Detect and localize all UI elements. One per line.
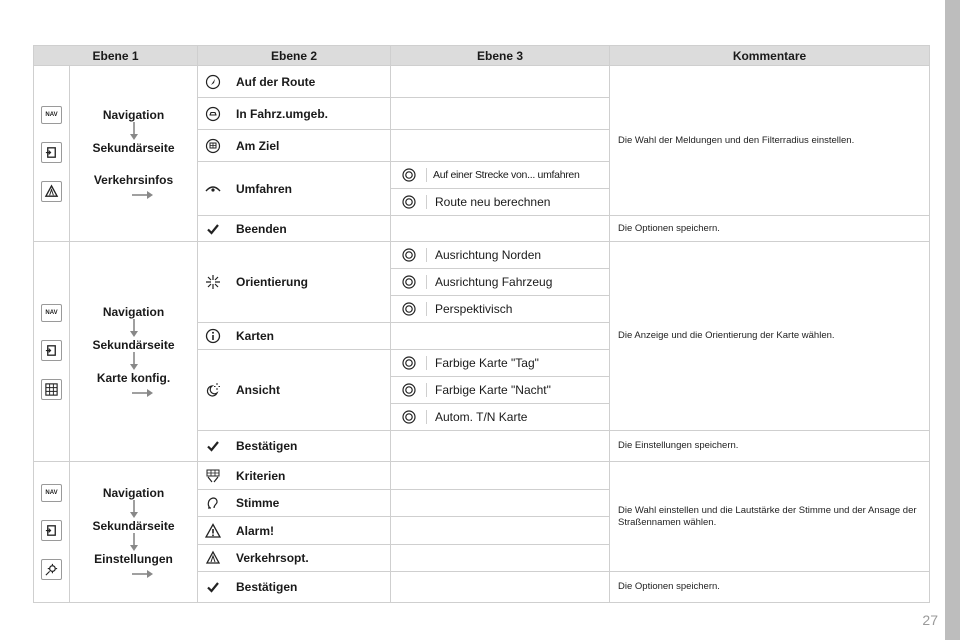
header-ebene3: Ebene 3	[391, 46, 610, 66]
menu-item-label: Verkehrsopt.	[236, 551, 309, 565]
menu-item-auf-der-route[interactable]	[198, 66, 391, 98]
menu-item-label: Orientierung	[236, 275, 309, 289]
radio-icon	[391, 275, 427, 289]
comment-cell: Die Wahl der Meldungen und den Filterradius einstellen.	[610, 66, 930, 216]
empty-cell	[391, 545, 610, 572]
radio-icon	[391, 410, 427, 424]
path-step: Einstellungen	[94, 551, 173, 566]
check-icon	[198, 579, 228, 595]
menu-item-label: Kriterien	[236, 468, 286, 483]
menu-item-stimme[interactable]	[198, 490, 391, 517]
voice-icon	[198, 495, 228, 511]
arrow-down-icon	[129, 500, 139, 519]
option-farbige-karte-tag[interactable]	[391, 350, 610, 377]
option-ausrichtung-fahrzeug[interactable]	[391, 269, 610, 296]
check-icon	[198, 438, 228, 454]
alarm-icon	[198, 523, 228, 539]
menu-item-bestaetigen[interactable]	[198, 431, 391, 462]
menu-item-label: In Fahrz.umgeb.	[236, 106, 329, 121]
menu-item-label: Bestätigen	[236, 439, 298, 453]
empty-cell	[391, 66, 610, 98]
option-label: Auf einer Strecke von... umfahren	[433, 169, 580, 181]
vehicle-surroundings-icon	[198, 106, 228, 122]
option-label: Perspektivisch	[435, 302, 513, 316]
option-label: Route neu berechnen	[435, 195, 551, 209]
menu-table	[33, 45, 930, 603]
path-step: Navigation	[102, 305, 165, 319]
traffic-options-icon	[198, 550, 228, 566]
nav-badge: NAV	[41, 106, 62, 124]
option-route-neu-berechnen[interactable]	[391, 189, 610, 216]
header-kommentare: Kommentare	[610, 46, 930, 66]
radio-icon	[391, 356, 427, 370]
section2-path	[70, 242, 198, 462]
path-step: Sekundärseite	[92, 518, 175, 533]
menu-item-label: Umfahren	[236, 181, 293, 196]
menu-item-label: Auf der Route	[236, 74, 316, 89]
menu-item-label: Karten	[236, 329, 275, 343]
menu-item-karten[interactable]	[198, 323, 391, 350]
menu-item-beenden[interactable]	[198, 216, 391, 242]
menu-item-verkehrsopt[interactable]	[198, 545, 391, 572]
empty-cell	[391, 517, 610, 545]
option-farbige-karte-nacht[interactable]	[391, 377, 610, 404]
menu-item-umfahren[interactable]	[198, 162, 391, 216]
arrow-down-icon	[129, 533, 139, 552]
menu-item-label: Am Ziel	[236, 138, 280, 153]
path-step: Verkehrsinfos	[93, 172, 174, 187]
arrow-down-icon	[129, 352, 139, 371]
menu-item-am-ziel[interactable]	[198, 130, 391, 162]
menu-item-label: Alarm!	[236, 523, 275, 538]
radio-icon	[391, 302, 427, 316]
header-ebene2: Ebene 2	[198, 46, 391, 66]
radio-icon	[391, 195, 427, 209]
path-step: Sekundärseite	[92, 338, 175, 352]
option-auf-einer-strecke[interactable]	[391, 162, 610, 189]
section3-icons	[34, 462, 70, 603]
empty-cell	[391, 490, 610, 517]
page-number: 27	[922, 612, 938, 628]
menu-item-in-fahrz-umgeb[interactable]	[198, 98, 391, 130]
menu-item-label: Ansicht	[236, 383, 281, 397]
menu-item-label: Stimme	[236, 496, 280, 510]
radio-icon	[391, 383, 427, 397]
comment-cell: Die Einstellungen speichern.	[610, 431, 930, 462]
empty-cell	[391, 216, 610, 242]
empty-cell	[391, 98, 610, 130]
traffic-info-icon	[41, 181, 62, 202]
option-label: Farbige Karte "Nacht"	[435, 383, 551, 397]
header-row	[34, 46, 930, 66]
destination-icon	[198, 138, 228, 154]
empty-cell	[391, 130, 610, 162]
path-step: Sekundärseite	[92, 140, 175, 155]
info-icon	[198, 328, 228, 344]
nav-badge: NAV	[41, 484, 62, 502]
option-perspektivisch[interactable]	[391, 296, 610, 323]
day-night-icon	[198, 382, 228, 398]
comment-cell: Die Anzeige und die Orientierung der Karte wählen.	[610, 242, 930, 431]
empty-cell	[391, 431, 610, 462]
menu-item-alarm[interactable]	[198, 517, 391, 545]
nav-badge: NAV	[41, 304, 62, 322]
section1-icons	[34, 66, 70, 242]
empty-cell	[391, 572, 610, 603]
option-label: Ausrichtung Fahrzeug	[435, 275, 553, 289]
path-step: Karte konfig.	[96, 371, 171, 385]
criteria-icon	[198, 468, 228, 484]
comment-cell: Die Optionen speichern.	[610, 216, 930, 242]
menu-item-label: Beenden	[236, 221, 287, 236]
arrow-right-icon	[132, 190, 154, 200]
radio-icon	[391, 168, 427, 182]
option-autom-tn-karte[interactable]	[391, 404, 610, 431]
menu-item-orientierung[interactable]	[198, 242, 391, 323]
arrow-down-icon	[129, 319, 139, 338]
secondary-page-icon	[41, 142, 62, 163]
radio-icon	[391, 248, 427, 262]
detour-icon	[198, 181, 228, 197]
comment-cell: Die Wahl einstellen und die Lautstärke der Stimme und der Ansage der Straßennamen wählen.	[610, 462, 930, 572]
page-edge-tab	[945, 0, 960, 640]
comment-cell: Die Optionen speichern.	[610, 572, 930, 603]
arrow-right-icon	[132, 569, 154, 579]
map-grid-icon	[41, 379, 62, 400]
option-label: Ausrichtung Norden	[435, 248, 542, 262]
menu-item-label: Bestätigen	[236, 580, 298, 594]
option-label: Autom. T/N Karte	[435, 410, 528, 424]
menu-item-kriterien[interactable]	[198, 462, 391, 490]
secondary-page-icon	[41, 340, 62, 361]
arrow-down-icon	[129, 122, 139, 141]
menu-item-ansicht[interactable]	[198, 350, 391, 431]
header-ebene1: Ebene 1	[34, 46, 198, 66]
menu-item-bestaetigen[interactable]	[198, 572, 391, 603]
path-step: Navigation	[102, 485, 165, 500]
orientation-icon	[198, 274, 228, 290]
section2-icons	[34, 242, 70, 462]
path-step: Navigation	[102, 107, 165, 122]
empty-cell	[391, 462, 610, 490]
section1-path	[70, 66, 198, 242]
secondary-page-icon	[41, 520, 62, 541]
option-label: Farbige Karte "Tag"	[435, 356, 539, 370]
check-icon	[198, 221, 228, 237]
empty-cell	[391, 323, 610, 350]
arrow-right-icon	[132, 388, 154, 398]
section3-path	[70, 462, 198, 603]
option-ausrichtung-norden[interactable]	[391, 242, 610, 269]
route-icon	[198, 74, 228, 90]
settings-icon	[41, 559, 62, 580]
